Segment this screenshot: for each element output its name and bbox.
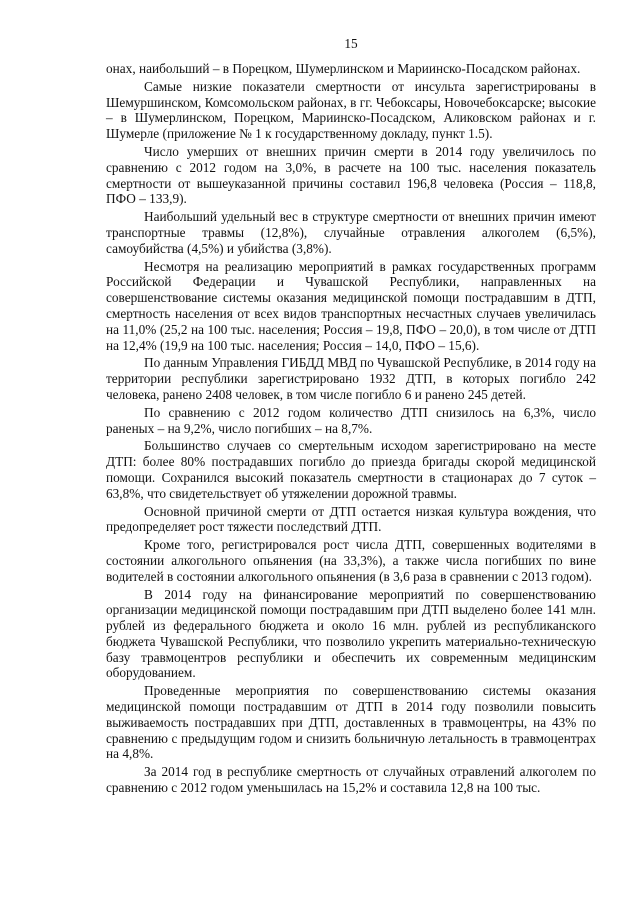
body-text: [106, 61, 596, 796]
paragraph: Самые низкие показатели смертности от инсульта зарегистрированы в Шемуршинском, Комсомольском районах, в гг. Чебоксары, Новочебоксарске; высокие – в Шумерлинском, Порецком, Мариинско-Посадском, Аликовском районах и г. Шумерле (приложение № 1 к государственному докладу, пункт 1.5).: [106, 78, 596, 142]
paragraph: Число умерших от внешних причин смерти в 2014 году увеличилось по сравнению с 2012 годом на 3,0%, в расчете на 100 тыс. населения показатель смертности от вышеуказанной причины составил 196,8 человека (Россия – 118,8, ПФО – 133,9).: [106, 143, 596, 207]
document-page: [106, 36, 596, 798]
paragraph: В 2014 году на финансирование мероприятий по совершенствованию организации медицинской помощи пострадавшим при ДТП выделено более 141 млн. рублей из федерального бюджета и около 16 млн. рублей из республиканского бюджета Чувашской Республики, что позволило укрепить материально-техническую базу травмоцентров республики и обеспечить их современным медицинским оборудованием.: [106, 586, 596, 681]
paragraph: Кроме того, регистрировался рост числа ДТП, совершенных водителями в состоянии алкогольного опьянения (на 33,3%), а также числа погибших по вине водителей в состоянии алкогольного опьянения (в 3,6 раза в сравнении с 2013 годом).: [106, 537, 596, 584]
page-number: 15: [344, 36, 358, 51]
paragraph: онах, наибольший – в Порецком, Шумерлинском и Мариинско-Посадском районах.: [106, 61, 581, 76]
paragraph: Большинство случаев со смертельным исходом зарегистрировано на месте ДТП: более 80% пострадавших погибло до приезда бригады скорой медицинской помощи. Сохранился высокий показатель смертности в стационарах до 7 суток – 63,8%, что свидетельствует об утяжелении дорожной травмы.: [106, 438, 596, 501]
paragraph: Наибольший удельный вес в структуре смертности от внешних причин имеют транспортные травмы (12,8%), случайные отравления алкоголем (6,5%), самоубийства (4,5%) и убийства (3,8%).: [106, 209, 596, 256]
paragraph: По данным Управления ГИБДД МВД по Чувашской Республике, в 2014 году на территории республики зарегистрировано 1932 ДТП, в которых погибло 242 человека, ранено 2408 человек, в том числе погибло 6 и ранено 245 детей.: [106, 355, 596, 402]
paragraph: За 2014 год в республике смертность от случайных отравлений алкоголем по сравнению с 2012 годом уменьшилась на 15,2% и составила 12,8 на 100 тыс.: [106, 764, 596, 796]
paragraph: По сравнению с 2012 годом количество ДТП снизилось на 6,3%, число раненых – на 9,2%, число погибших – на 8,7%.: [106, 404, 596, 436]
paragraph: Несмотря на реализацию мероприятий в рамках государственных программ Российской Федерации и Чувашской Республики, направленных на совершенствование системы оказания медицинской помощи пострадавшим в ДТП, смертность населения от всех видов транспортных несчастных случаев увеличилась на 11,0% (25,2 на 100 тыс. населения; Россия – 19,8, ПФО – 20,0), в том числе от ДТП на 12,4% (19,9 на 100 тыс. населения; Россия – 14,0, ПФО – 15,6).: [106, 258, 596, 353]
paragraph: Основной причиной смерти от ДТП остается низкая культура вождения, что предопределяет рост тяжести последствий ДТП.: [106, 503, 596, 535]
paragraph: Проведенные мероприятия по совершенствованию системы оказания медицинской помощи пострадавшим от ДТП в 2014 году позволили повысить выживаемость пострадавших при ДТП, доставленных в травмоцентры, на 43% по сравнению с предыдущим годом и снизить больничную летальность в травмоцентрах на 4,8%.: [106, 683, 596, 762]
